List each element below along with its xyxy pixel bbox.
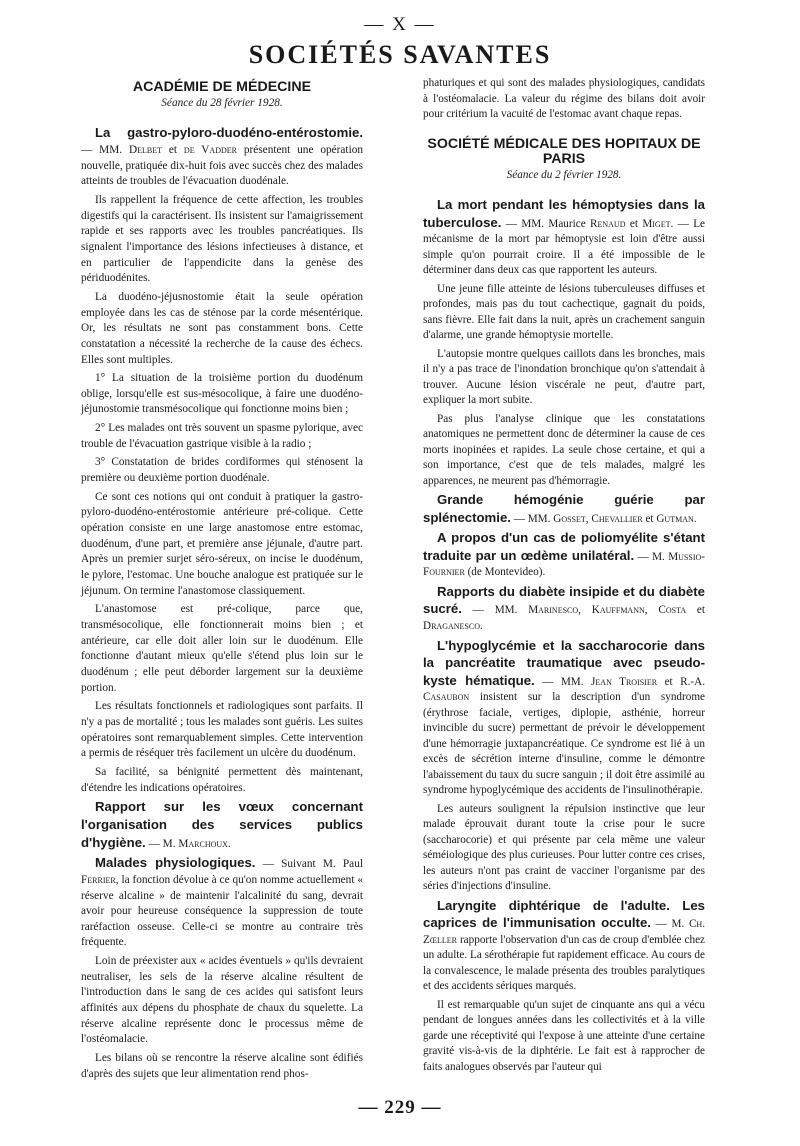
article-sep: et [642,512,657,525]
paragraph: 2° Les malades ont très souvent un spasme pylorique, avec trouble de l'évacuation gastrique visible à la radio ; [81,422,363,450]
author-name: Ferrier [81,873,116,886]
paragraph: Il est remarquable qu'un sujet de cinquante ans qui a vécu pendant de longues années dans les collectivités et à la ville garde une réceptivité qui l'expose à une atteinte d'une certaine gravité vis-à-vis de la diphtérie. Le fait est à rapprocher de faits analogues observés par l'auteur qui [423,998,705,1073]
paragraph: Sa facilité, sa bénignité permettent dès maintenant, d'étendre les indications opératoires. [81,765,363,794]
article-hemogenie [423,492,705,527]
article-sep: et [162,143,184,156]
article-diabete [423,584,705,635]
article-text: insistent sur la description d'un syndrome (érythrose faciale, vertiges, diplopie, asthénie, horreur invincible du sucre) permettant de prévoir le développement d'une hémorragie juxtapancréatique. Ce syndrome est lié à un excès de sécrétion interne d'insuline, comme le démontre l'abaissement du taux du sucre sanguin ; il doit être assimilé au syndrome hypoglycémique des accidents de l'insulinothérapie. [423,691,705,797]
author-name: Jean Troisier [591,675,658,688]
author-name: Draganesco [423,619,480,632]
article-laryngite [423,898,705,995]
page-marker: — X — [364,14,436,35]
article-title: Laryngite diphtérique de l'adulte. Les caprices de l'immunisation occulte. [423,897,705,931]
article-text: . — Le mécanisme de la mort par hémoptysie est loin d'être aussi simple qu'on pourrait croire. Il a été impossible de le déterminer dans deux cas que rapportent les auteurs. [423,217,705,277]
paragraph: 3° Constatation de brides cordiformes qui sténosent la première ou deuxième portion duodénale. [81,456,363,485]
article-malades [81,855,363,951]
paragraph: Les bilans où se rencontre la réserve alcaline sont édifiés d'après des sujets que leur alimentation rend phos- [81,1052,363,1080]
author-name: Renaud [590,217,626,230]
article-gastro [81,125,363,190]
paragraph: Loin de préexister aux « acides éventuels » qu'ils devraient neutraliser, les sels de la réserve alcaline résultent de l'introduction dans le sang de ces acides qui satisfont leurs affinités aux dépens du phosphate de chaux du squelette. La réserve alcaline représente donc le processus même de l'ostéomalacie. [81,955,363,1046]
article-sep: — Suivant M. Paul [255,858,363,871]
section-date-academie: Séance du 28 février 1928. [161,96,283,109]
section-title-academie: ACADÉMIE DE MÉDECINE [132,79,312,95]
article-sep: . [479,619,483,632]
author-name: Delbet [128,143,163,156]
article-title: La gastro-pyloro-duodéno-entérostomie. [95,125,363,141]
article-text: rapporte l'observation d'un cas de croup d'emblée chez un adulte. La sérothérapie fut rapidement efficace. Au cours de la convalescence, le malade présenta des troubles paralytiques et des accidents sériques marqués. [423,933,705,993]
author-name: de Vadder [183,143,237,156]
continued-text: phaturiques et qui sont des malades physiologiques, candidats à l'ostéomalacie. La valeur du régime des bilans doit avoir pour critérium la vacuité de l'estomac avant chaque repas. [423,77,705,121]
author-name: Marinesco [528,604,579,617]
article-sep: , [585,512,592,525]
author-name: Chevallier [591,512,643,525]
author-name: Mussio-Fournier [423,550,705,579]
article-sep: — MM. Maurice [501,217,591,230]
paragraph: Ils rappellent la fréquence de cette affection, les troubles digestifs qui la caractérisent. Ils insistent sur l'amaigrissement rapide et ses rapports avec les troubles pancréatiques. Ils signalent l'importance des lésions infectieuses à distance, et en particulier de l'appendicite dans la genèse des périduodénites. [81,193,363,285]
paragraph: Les auteurs soulignent la répulsion instinctive que leur malade éprouvait durant toute la crise pour le sucre (saccharocorie) et qui présente par cela même une valeur séméiologique des plus curieuses. Pour lutter contre ces crises, les auteurs n'ont pas craint de vacciner l'organisme par des séries d'injections d'insuline. [423,802,705,893]
article-title: Rapport sur les vœux concernant l'organisation des services publics d'hygiène. [81,799,363,850]
article-title: Malades physiologiques. [95,855,256,871]
article-text: présentent une opération nouvelle, pratiquée dix-huit fois avec succès chez des malades atteints de troubles de l'évacuation duodénale. [81,143,364,188]
article-sep: et R.-A. [657,675,705,688]
section-date-societe: Séance du 2 février 1928. [506,168,622,181]
author-name: Marchoux [178,837,228,850]
article-sep: — MM. [461,604,529,617]
author-name: Gutman [656,512,694,525]
section-title-societe: SOCIÉTÉ MÉDICALE DES HOPITAUX DE PARIS [427,135,701,168]
article-title: La mort pendant les hémoptysies dans la tuberculose. [423,197,705,230]
article-title: Rapports du diabète insipide et du diabète sucré. [423,583,705,617]
paragraph: L'anastomose est pré-colique, parce que, transmésocolique, elle fonctionnerait moins bien ; et antérieure, car elle doit aller loin sur le duodénum. Elle fonctionne d'autant mieux qu'elle s'étend plus loin sur le duodénum ; elle peut déborder largement sur la deuxième portion. [81,603,363,694]
author-name: Costa [658,604,687,617]
article-sep: , [644,604,659,617]
left-column [81,76,363,1085]
article-mort [423,197,705,279]
article-text: (de Montevideo). [464,566,546,579]
paragraph: Pas plus l'analyse clinique que les constatations anatomiques ne permettent donc de déterminer la cause de ces morts inopinées et rapides. La seule chose certaine, et qui a son importance, c'est que de tels malades, malgré les apparences, ne meurent pas d'hémorragie. [423,412,705,487]
article-rapport [81,799,363,852]
article-sep: — MM. [534,675,592,688]
right-column [423,76,705,1078]
article-title: Grande hémogénie guérie par splénectomie. [423,492,705,525]
article-hypoglycemie [423,638,705,799]
paragraph: La duodéno-jéjusnostomie était la seule opération employée dans les cas de sténose par la corde mésentérique. Or, les résultats ne sont pas constamment bons. Cette constatation a nécessité la recherche de la cause des échecs. Elles sont multiples. [81,290,363,366]
article-sep: — M. [650,918,689,931]
article-sep: . [227,837,231,850]
paragraph: 1° La situation de la troisième portion du duodénum oblige, lorsqu'elle est sus-mésocolique, à faire une duodéno-jéjunostomie transmésocolique qui fonctionne moins bien ; [81,372,363,416]
article-sep: et [686,604,706,617]
author-name: Ch. Zœller [423,918,706,946]
article-sep: — M. [634,550,669,563]
paragraph: Une jeune fille atteinte de lésions tuberculeuses diffuses et profondes, mais pas du tout cachectique, gagnait du poids, sans fièvre. Elle fait dans la nuit, après un crachement sanguin d'alarme, une grande hémoptysie mortelle. [423,282,705,342]
page-number: — 229 — [358,1097,442,1118]
author-name: Casaubon [423,691,470,704]
article-sep: . [693,512,697,525]
author-name: Miget [642,217,671,230]
article-text: , la fonction dévolue à ce qu'on nomme actuellement « réserve alcaline » de maintenir l'alcalinité du sang, devrait avoir pour heureuse conséquence la suppression de toute raréfaction osseuse. Celle-ci se montre au contraire très fréquente. [81,873,363,949]
paragraph: L'autopsie montre quelques caillots dans les bronches, mais il n'y a pas trace de l'inondation bronchique qu'on s'attendait à trouver. Aucune lésion viscérale ne peut, d'autre part, expliquer la mort subite. [423,347,705,407]
article-polio [423,530,705,581]
article-sep: et [625,217,643,230]
article-sep: — MM. [510,512,554,525]
author-name: Gosset [553,512,586,525]
page-title: SOCIÉTÉS SAVANTES [248,40,552,69]
paragraph: Ce sont ces notions qui ont conduit à pratiquer la gastro-pyloro-duodéno-entérostomie antérieure pré-colique. Cette opération consiste en une large anastomose entre estomac, duodénum, d'une part, et première anse jéjunale, d'autre part. Après un premier surjet séro-séreux, on incise le duodénum, le pylore, l'estomac. Une bouche analogue est pratiquée sur le jéjunum. On termine l'anastomose classiquement. [81,490,363,597]
paragraph: Les résultats fonctionnels et radiologiques sont parfaits. Il n'y a pas de mortalité ; tous les malades sont guéris. Les suites opératoires sont remarquablement simples. Cette intervention a permis de réséquer très facilement un ulcère du duodénum. [81,700,363,760]
article-sep: , [578,604,592,617]
article-title: A propos d'un cas de poliomyélite s'étant traduite par un œdème unilatéral. [423,530,705,563]
article-sep: — MM. [81,143,129,156]
article-sep: — M. [145,837,179,850]
author-name: Kauffmann [591,604,645,617]
article-title: L'hypoglycémie et la saccharocorie dans la pancréatite traumatique avec pseudo-kyste hématique. [423,637,705,688]
